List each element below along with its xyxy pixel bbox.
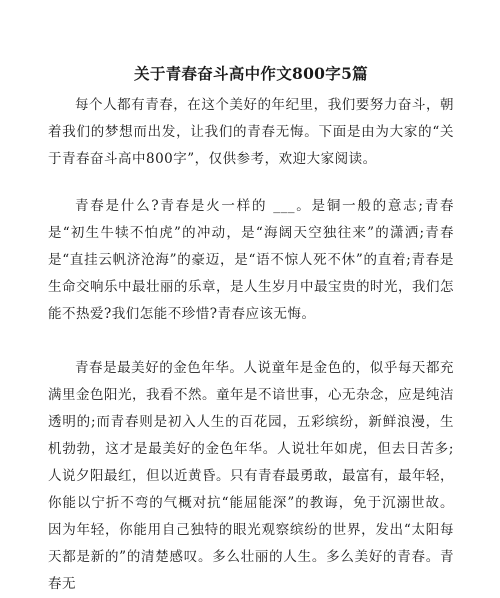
document-title: 关于青春奋斗高中作文800字5篇 <box>134 64 368 83</box>
body-paragraph-2: 青春是最美好的金色年华。人说童年是金色的，似乎每天都充满里金色阳光，我看不然。童年是不谙世事，心无杂念，应是纯洁透明的;而青春则是初入人生的百花园，五彩缤纷，新鲜浪漫，生机勃勃，这才是最美好的金色年华。人说壮年如虎，但去日苦多;人说夕阳最红，但以近黄昏。只有青春最勇敢，最富有，最年轻，你能以宁折不弯的气概对抗“能屈能深”的教诲，免于沉溺世故。因为年轻，你能用自己独特的眼光观察缤纷的世界，发出“太阳每天都是新的”的清楚感叹。多么壮丽的人生。多么美好的青春。青春无 <box>48 360 454 592</box>
body-paragraph-1: 青春是什么?青春是火一样的 ___。是铜一般的意志;青春是“初生牛犊不怕虎”的冲动，是“海阔天空独往来”的潇洒;青春是“直挂云帆济沧海”的豪迈，是“语不惊人死不休”的直着;青春是生命交响乐中最壮丽的乐章，是人生岁月中最宝贵的时光，我们怎能不热爱?我们怎能不珍惜?青春应该无悔。 <box>48 198 454 322</box>
intro-paragraph: 每个人都有青春，在这个美好的年纪里，我们要努力奋斗，朝着我们的梦想而出发，让我们的青春无悔。下面是由为大家的“关于青春奋斗高中800字”，仅供参考，欢迎大家阅读。 <box>48 97 454 167</box>
